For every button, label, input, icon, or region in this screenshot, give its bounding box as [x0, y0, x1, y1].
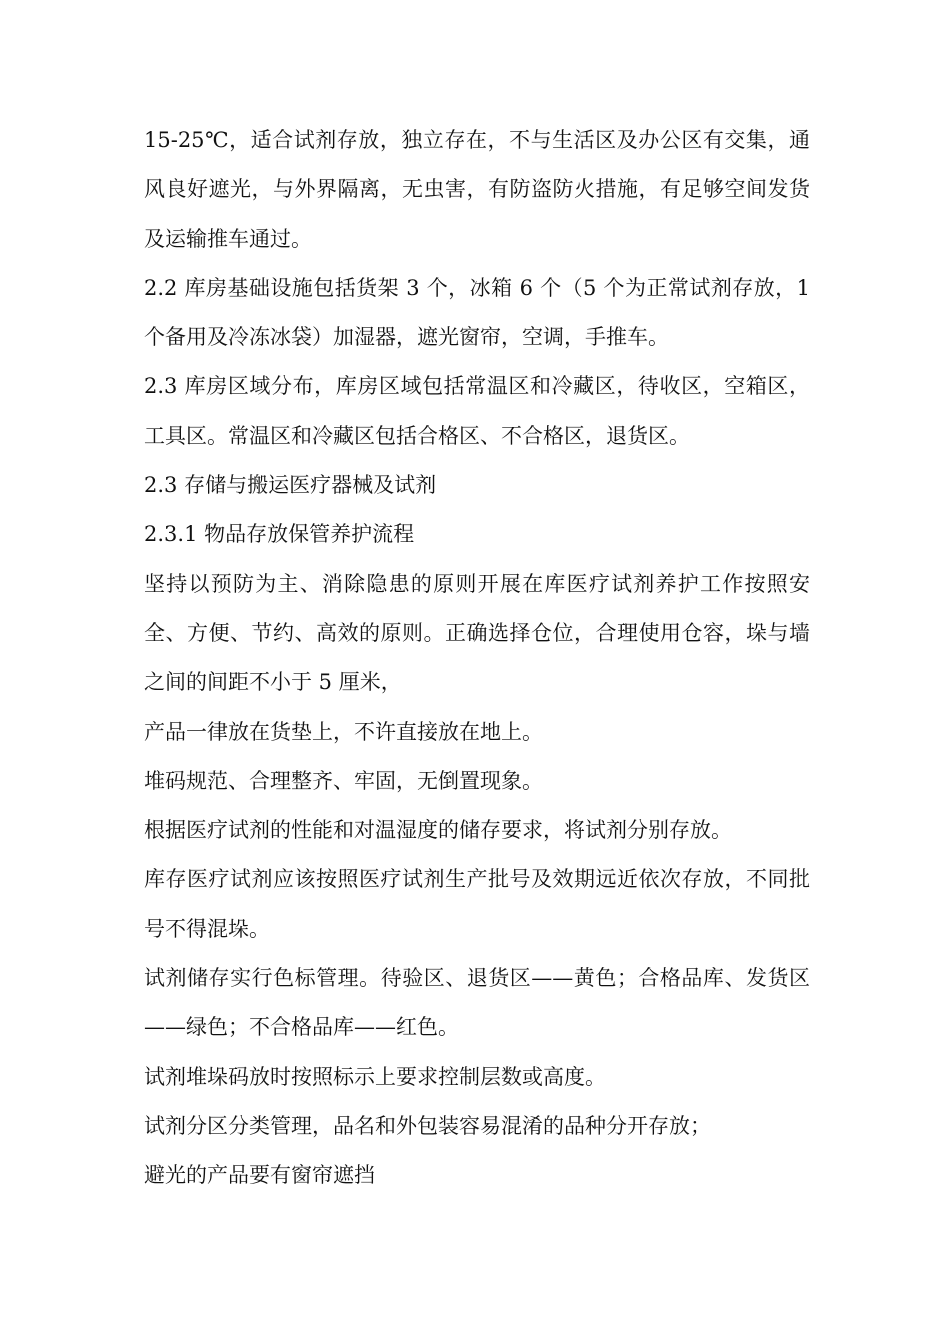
paragraph-separate-storage: 根据医疗试剂的性能和对温湿度的储存要求，将试剂分别存放。: [144, 818, 732, 843]
paragraph-batch-order: 库存医疗试剂应该按照医疗试剂生产批号及效期远近依次存放，不同批号不得混垛。: [144, 867, 810, 941]
paragraph-2-2-infrastructure: 2.2 库房基础设施包括货架 3 个，冰箱 6 个（5 个为正常试剂存放，1 个备用及冷冻冰袋）加湿器，遮光窗帘，空调，手推车。: [144, 275, 810, 350]
paragraph-color-codes: 试剂储存实行色标管理。待验区、退货区——黄色；合格品库、发货区——绿色；不合格品库——红色。: [144, 966, 810, 1040]
heading-2-3-1-storage-process: 2.3.1 物品存放保管养护流程: [144, 522, 415, 547]
paragraph-storage-conditions: 15-25℃，适合试剂存放，独立存在，不与生活区及办公区有交集，通风良好遮光，与外界隔离，无虫害，有防盗防火措施，有足够空间发货及运输推车通过。: [144, 128, 810, 251]
document-body: [144, 116, 810, 1201]
paragraph-2-3-zones: 2.3 库房区域分布，库房区域包括常温区和冷藏区，待收区，空箱区，工具区。常温区和冷藏区包括合格区、不合格区，退货区。: [144, 374, 810, 448]
heading-2-3-storage-handling: 2.3 存储与搬运医疗器械及试剂: [144, 473, 437, 498]
paragraph-stacking-rule: 堆码规范、合理整齐、牢固，无倒置现象。: [144, 768, 543, 793]
paragraph-pallet-rule: 产品一律放在货垫上，不许直接放在地上。: [144, 719, 543, 744]
paragraph-stack-height: 试剂堆垛码放时按照标示上要求控制层数或高度。: [144, 1064, 606, 1089]
paragraph-zone-classification: 试剂分区分类管理，品名和外包装容易混淆的品种分开存放；: [144, 1113, 711, 1138]
paragraph-prevention-principle: 坚持以预防为主、消除隐患的原则开展在库医疗试剂养护工作按照安全、方便、节约、高效的原则。正确选择仓位，合理使用仓容，垛与墙之间的间距不小于 5 厘米，: [144, 571, 810, 695]
paragraph-light-protection: 避光的产品要有窗帘遮挡: [144, 1163, 375, 1188]
